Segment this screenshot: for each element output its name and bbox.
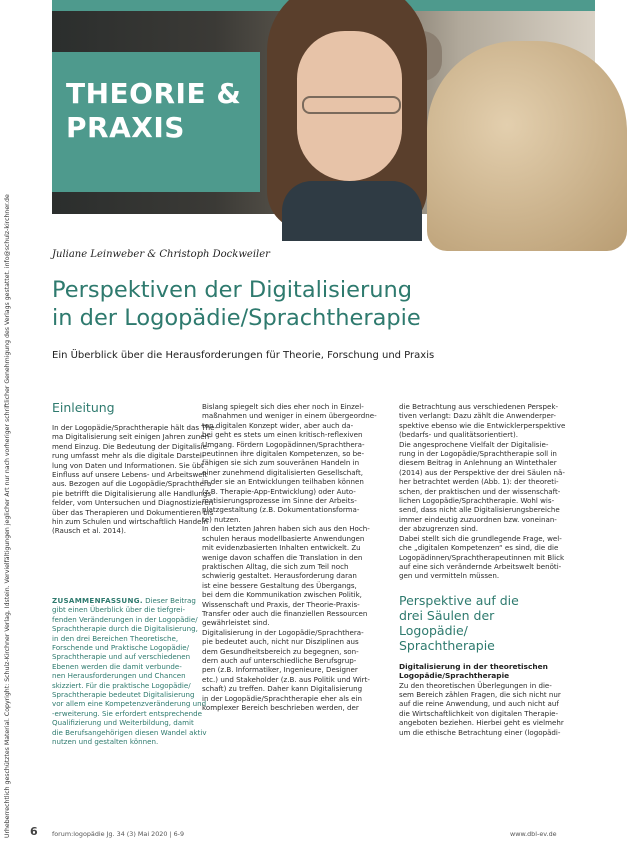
abstract-box — [52, 596, 207, 747]
intro-line: aus. Bezogen auf die Logopädie/Sprachthera- — [52, 479, 214, 489]
abstract-line: nutzen und gestalten können. — [52, 737, 159, 747]
body-line: Umgang. Fördern Logopädinnen/Sprachthera- — [202, 439, 365, 449]
body-line: Digitalisierung in der Logopädie/Sprachthera- — [202, 627, 364, 637]
abstract-line: vor allem eine Kompetenzveränderung und — [52, 699, 207, 709]
article-subtitle: Ein Überblick über die Herausforderungen für Theorie, Forschung und Praxis — [52, 350, 435, 361]
authors: Juliane Leinweber & Christoph Dockweiler — [52, 249, 270, 260]
intro-line: über das Therapieren und Dokumentieren bis — [52, 507, 214, 517]
body-line: dern auch auf unterschiedliche Berufsgrup- — [202, 655, 357, 665]
body-line: matisierungsprozesse im Sinne der Arbeits- — [202, 496, 357, 506]
body-line: send, dass nicht alle Digitalisierungsbereiche — [399, 505, 560, 515]
body-line: schwierig gestaltet. Herausforderung daran — [202, 571, 357, 581]
body-line: che „digitalen Kompetenzen“ es sind, die die — [399, 543, 559, 553]
intro-line: (Rausch et al. 2014). — [52, 526, 127, 536]
body-line: schaft) zu treffen. Daher kann Digitalisierung — [202, 684, 363, 694]
intro-heading: Einleitung — [52, 400, 115, 415]
body-line: schen, der praktischen und der wissenschaft- — [399, 486, 561, 496]
body-line: peutinnen ihre digitalen Kompetenzen, so be- — [202, 449, 365, 459]
abstract-line: Forschende und Praktische Logopädie/ — [52, 643, 189, 653]
abstract-line: Sprachtherapie durch die Digitalisierung, — [52, 624, 198, 634]
body-line: platzgestaltung (z.B. Dokumentationsforma- — [202, 505, 360, 515]
banner-line-1: THEORIE & — [66, 77, 242, 110]
copyright-notice: Urheberrechtlich geschütztes Material. Copyright: Schulz-Kirchner Verlag, Idstein. Vervielfältigungen jeglicher Art nur nach vorheriger schriftlicher Genehmigung des Verlags gestattet. info@schulz-kirchner.de — [4, 194, 11, 838]
body-line: diesem Beitrag in Anlehnung an Wintethaler — [399, 458, 557, 468]
middle-column — [202, 402, 388, 712]
body-line: komplexer Bereich beschrieben werden, der — [202, 703, 359, 712]
body-line: her betrachtet werden (Abb. 1): der theoreti- — [399, 477, 559, 487]
body-line: (z.B. Therapie-App-Entwicklung) oder Auto- — [202, 486, 356, 496]
body-line: wenige davon schaffen die Translation in den — [202, 552, 363, 562]
section-heading-line-1: Perspektive auf die — [399, 592, 519, 608]
body-line: etc.) und Stakeholder (z.B. aus Politik und Wirt- — [202, 674, 370, 684]
body-line: te) nutzen. — [202, 514, 241, 524]
subsection-text — [399, 681, 562, 737]
abstract-line: Sprachtherapie bedeutet Digitalisierung — [52, 690, 195, 700]
body-line: fähigen sie sich zum souveränen Handeln in — [202, 458, 360, 468]
body-line: rung in der Logopädie/Sprachtherapie soll in — [399, 449, 557, 459]
intro-line: lung von Daten und Informationen. Sie übt — [52, 460, 204, 470]
banner-line-2: PRAXIS — [66, 111, 185, 144]
abstract-line: Qualifizierung und Weiterbildung, damit — [52, 718, 194, 728]
body-line: ist eine bessere Gestaltung des Übergangs, — [202, 580, 357, 590]
abstract-label: ZUSAMMENFASSUNG. — [52, 596, 143, 605]
intro-line: rung umfasst mehr als die digitale Darstel- — [52, 451, 205, 461]
body-line: Bislang spiegelt sich dies eher noch in Einzel- — [202, 402, 364, 411]
section-heading — [399, 593, 562, 653]
body-line: die Wirtschaftlichkeit von digitalen Therapie- — [399, 708, 559, 718]
page-number: 6 — [30, 825, 38, 838]
body-line: praktischen Alltag, die sich zum Teil noch — [202, 561, 349, 571]
body-line: in der Logopädie/Sprachtherapie eher als ein — [202, 693, 363, 703]
right-column — [399, 402, 566, 737]
body-line: Logopädinnen/Sprachtherapeutinnen mit Blick — [399, 552, 565, 562]
abstract-first-line: Dieser Beitrag — [145, 596, 196, 605]
body-line: gen und vermitteln müssen. — [399, 571, 500, 581]
journal-footer: forum:logopädie Jg. 34 (3) Mai 2020 | 6-9 — [52, 830, 185, 838]
body-line: Dabei stellt sich die grundlegende Frage, wel- — [399, 533, 562, 543]
body-line: in der sie an Entwicklungen teilhaben können — [202, 477, 364, 487]
body-line: bei dem die Kommunikation zwischen Politik, — [202, 590, 362, 600]
body-line: auf eine sich verändernde Arbeitswelt benöti- — [399, 561, 562, 571]
body-line: einer zunehmend digitalisierten Gesellschaft, — [202, 467, 364, 477]
abstract-line: Sprachtherapie und auf verschiedenen — [52, 652, 191, 662]
body-line: lichen Logopädie/Sprachtherapie. Wohl wis- — [399, 496, 555, 506]
body-line: maßnahmen und weniger in einem übergeordne- — [202, 411, 377, 421]
intro-line: hin zum Schulen und wirtschaftlich Handeln — [52, 517, 209, 527]
section-heading-line-3: Sprachtherapie — [399, 637, 495, 653]
intro-line: ma Digitalisierung seit einigen Jahren zuneh- — [52, 432, 212, 442]
abstract-line: nen Herausforderungen und Chancen — [52, 671, 186, 681]
body-line: Zu den theoretischen Überlegungen in die- — [399, 680, 552, 690]
body-line: bei geht es stets um einen kritisch-reflexiven — [202, 430, 363, 440]
body-line: mit evidenzbasierten Inhalten entwickelt. Zu — [202, 543, 361, 553]
intro-line: pie betrifft die Digitalisierung alle Handlungs- — [52, 488, 214, 498]
body-line: (bedarfs- und qualitätsorientiert). — [399, 430, 518, 440]
body-line: spektive ebenso wie die Entwicklerperspektive — [399, 420, 566, 430]
body-line: Transfer oder auch die finanziellen Ressourcen — [202, 608, 368, 618]
body-line: sem Bereich zählen Fragen, die sich nicht nur — [399, 689, 561, 699]
section-banner — [52, 52, 260, 192]
body-line: Die angesprochene Vielfalt der Digitalisie- — [399, 439, 549, 449]
body-line: die Betrachtung aus verschiedenen Perspek- — [399, 402, 559, 411]
intro-line: felder, vom Untersuchen und Diagnostizieren — [52, 498, 214, 508]
right-text — [399, 402, 566, 581]
abstract-text — [52, 605, 207, 747]
body-line: pie bedeutet auch, nicht nur Disziplinen aus — [202, 637, 359, 647]
body-line: auf die reine Anwendung, und auch nicht auf — [399, 699, 559, 709]
abstract-line: Ebenen werden die damit verbunde- — [52, 661, 182, 671]
article-title — [52, 276, 572, 332]
title-line-1: Perspektiven der Digitalisierung — [52, 277, 412, 303]
abstract-line: skizziert. Für die praktische Logopädie/ — [52, 680, 191, 690]
body-line: dem Gesundheitsbereich zu begegnen, son- — [202, 646, 359, 656]
abstract-line: fenden Veränderungen in der Logopädie/ — [52, 614, 198, 624]
intro-line: mend Einzug. Die Bedeutung der Digitalisie- — [52, 441, 210, 451]
intro-line: Einfluss auf unsere Lebens- und Arbeitswelt — [52, 470, 208, 480]
abstract-line: -erweiterung. Sie erfordert entsprechende — [52, 708, 202, 718]
body-line: Wissenschaft und Praxis, der Theorie-Praxis- — [202, 599, 360, 609]
intro-line: In der Logopädie/Sprachtherapie hält das The- — [52, 423, 218, 432]
body-line: der abzugrenzen sind. — [399, 524, 478, 534]
section-heading-line-2: drei Säulen der Logopädie/ — [399, 607, 495, 638]
body-line: um die ethische Betrachtung einer (logopädi- — [399, 727, 561, 737]
abstract-line: in den drei Bereichen Theoretische, — [52, 633, 179, 643]
body-line: immer eindeutig zuzuordnen bzw. voneinan- — [399, 514, 557, 524]
abstract-line: gibt einen Überblick über die tiefgrei- — [52, 605, 186, 615]
body-line: ten digitalen Konzept wider, aber auch da- — [202, 420, 354, 430]
body-line: In den letzten Jahren haben sich aus den Hoch- — [202, 524, 370, 534]
body-line: tiven verlangt: Dazu zählt die Anwenderper- — [399, 411, 556, 421]
body-line: schulen heraus modellbasierte Anwendungen — [202, 533, 365, 543]
website-footer: www.dbl-ev.de — [510, 830, 557, 838]
intro-text — [52, 423, 218, 536]
left-column — [52, 400, 218, 536]
title-line-2: in der Logopädie/Sprachtherapie — [52, 305, 421, 331]
middle-text — [202, 402, 388, 712]
body-line: gewährleistet sind. — [202, 618, 270, 628]
abstract-line: die Berufsangehörigen diesen Wandel aktiv — [52, 727, 207, 737]
body-line: (2014) aus der Perspektive der drei Säulen nä- — [399, 467, 565, 477]
subsection-heading: Digitalisierung in der theoretischen Logopädie/Sprachtherapie — [399, 661, 548, 681]
body-line: pen (z.B. Informatiker, Ingenieure, Designer — [202, 665, 358, 675]
body-line: angeboten beziehen. Hierbei geht es vielmehr — [399, 718, 564, 728]
